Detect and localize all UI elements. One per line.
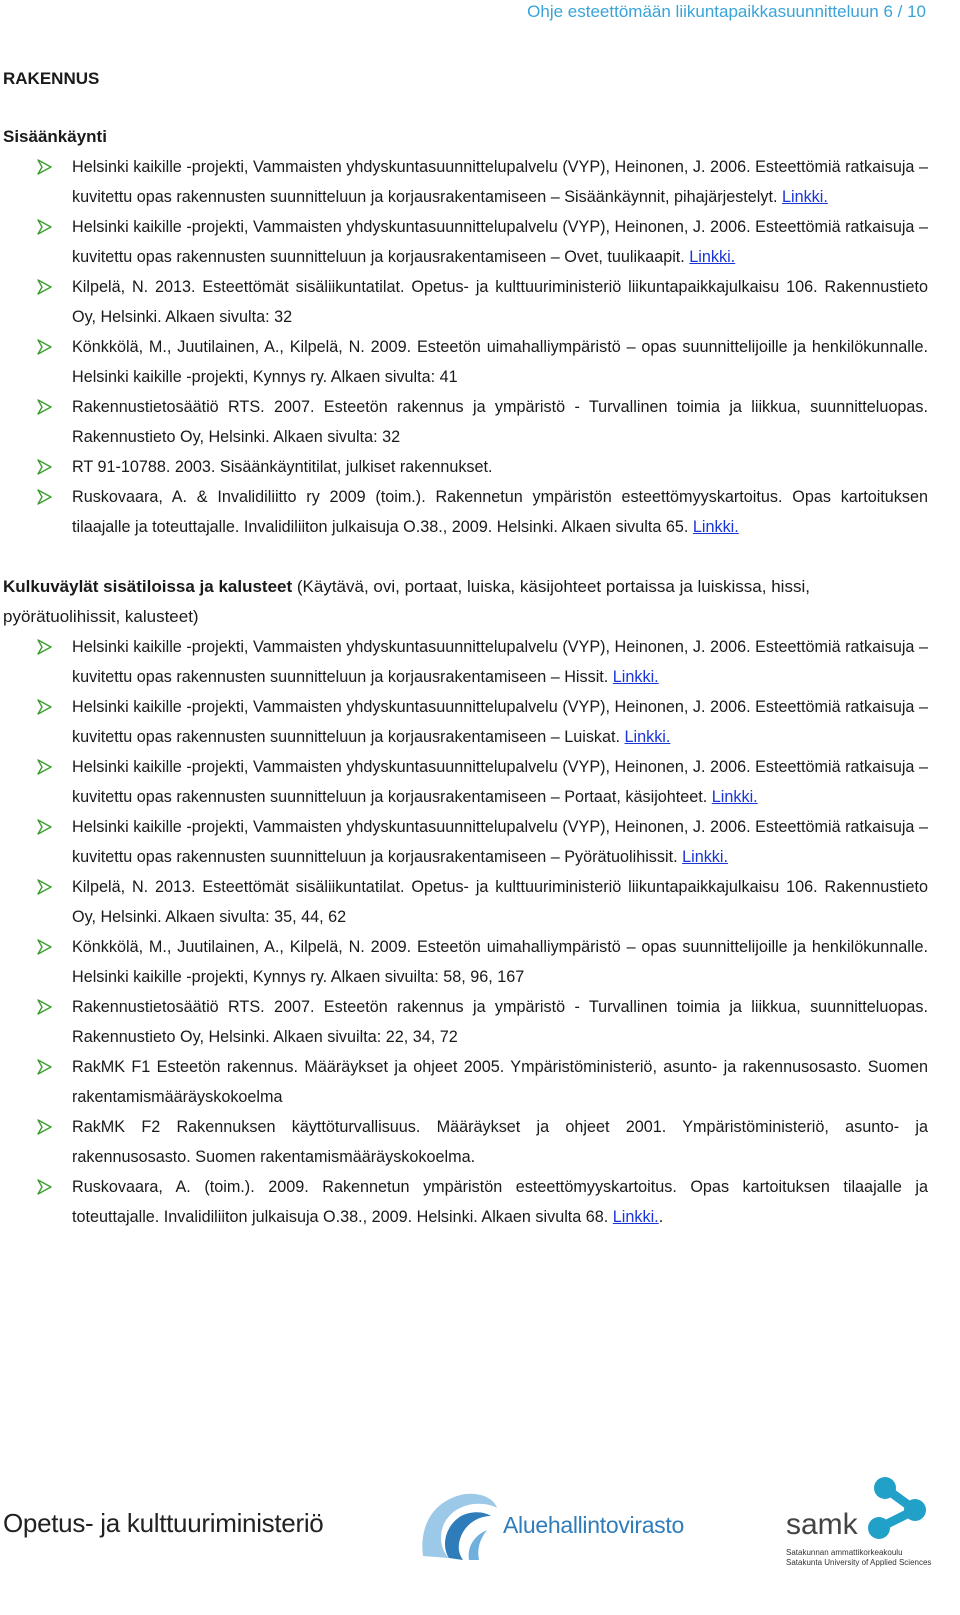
reference-link[interactable]: Linkki. bbox=[781, 188, 828, 206]
list-item bbox=[3, 392, 928, 452]
trailing-punctuation: . bbox=[658, 1208, 664, 1226]
reference-text: Kilpelä, N. 2013. Esteettömät sisäliikuntatilat. Opetus- ja kulttuuriministeriö liikuntapaikkajulkaisu 106. Rakennustieto Oy, Helsinki. Alkaen sivulta: 35, 44, 62 bbox=[72, 878, 928, 926]
reference-link[interactable]: Linkki. bbox=[612, 1208, 659, 1226]
avi-logo-icon bbox=[413, 1486, 499, 1562]
arrow-bullet-icon bbox=[37, 279, 52, 295]
page-title: RAKENNUS bbox=[3, 69, 100, 88]
list-item bbox=[3, 752, 928, 812]
reference-link[interactable]: Linkki. bbox=[711, 788, 758, 806]
arrow-bullet-icon bbox=[37, 1179, 52, 1195]
arrow-bullet-icon bbox=[37, 699, 52, 715]
reference-text: Könkkölä, M., Juutilainen, A., Kilpelä, N. 2009. Esteetön uimahalliympäristö – opas suunnittelijoille ja henkilökunnalle. Helsinki kaikille -projekti, Kynnys ry. Alkaen sivuilta: 58, 96, 167 bbox=[72, 938, 928, 986]
list-item bbox=[3, 212, 928, 272]
reference-text: Helsinki kaikille -projekti, Vammaisten yhdyskuntasuunnittelupalvelu (VYP), Heinonen, J. 2006. Esteettömiä ratkaisuja – kuvitettu opas rakennusten suunnitteluun ja korjausrakentamiseen – Pyörätuolihissit. bbox=[72, 818, 928, 866]
samk-logo-icon bbox=[855, 1474, 935, 1554]
list-item bbox=[3, 1112, 928, 1172]
list-item bbox=[3, 272, 928, 332]
list-item bbox=[3, 1052, 928, 1112]
arrow-bullet-icon bbox=[37, 939, 52, 955]
reference-text: Helsinki kaikille -projekti, Vammaisten yhdyskuntasuunnittelupalvelu (VYP), Heinonen, J. 2006. Esteettömiä ratkaisuja – kuvitettu opas rakennusten suunnitteluun ja korjausrakentamiseen – Sisäänkäynnit, pihajärjestelyt. bbox=[72, 158, 928, 206]
reference-text: RakMK F2 Rakennuksen käyttöturvallisuus. Määräykset ja ohjeet 2001. Ympäristöministeriö, asunto- ja rakennusosasto. Suomen rakentamismääräyskokoelma. bbox=[72, 1118, 928, 1166]
list-item bbox=[3, 482, 928, 542]
footer-logos bbox=[0, 1470, 960, 1615]
reference-text: Helsinki kaikille -projekti, Vammaisten yhdyskuntasuunnittelupalvelu (VYP), Heinonen, J. 2006. Esteettömiä ratkaisuja – kuvitettu opas rakennusten suunnitteluun ja korjausrakentamiseen – Portaat, käsijohteet. bbox=[72, 758, 928, 806]
list-item bbox=[3, 632, 928, 692]
reference-link[interactable]: Linkki. bbox=[682, 848, 728, 866]
list-item bbox=[3, 932, 928, 992]
arrow-bullet-icon bbox=[37, 819, 52, 835]
list-item bbox=[3, 992, 928, 1052]
reference-link[interactable]: Linkki. bbox=[692, 518, 739, 536]
list-item bbox=[3, 1172, 928, 1232]
arrow-bullet-icon bbox=[37, 1119, 52, 1135]
reference-text: Helsinki kaikille -projekti, Vammaisten yhdyskuntasuunnittelupalvelu (VYP), Heinonen, J. 2006. Esteettömiä ratkaisuja – kuvitettu opas rakennusten suunnitteluun ja korjausrakentamiseen – Luiskat. bbox=[72, 698, 928, 746]
reference-link[interactable]: Linkki. bbox=[689, 248, 736, 266]
reference-link[interactable]: Linkki. bbox=[624, 728, 671, 746]
reference-link[interactable]: Linkki. bbox=[612, 668, 659, 686]
arrow-bullet-icon bbox=[37, 1059, 52, 1075]
arrow-bullet-icon bbox=[37, 219, 52, 235]
reference-text: Könkkölä, M., Juutilainen, A., Kilpelä, N. 2009. Esteetön uimahalliympäristö – opas suunnittelijoille ja henkilökunnalle. Helsinki kaikille -projekti, Kynnys ry. Alkaen sivulta: 41 bbox=[72, 338, 928, 386]
section-heading-extra: (Käytävä, ovi, portaat, luiska, käsijohteet portaissa ja luiskissa, hissi, pyörätuolihissit, kalusteet) bbox=[3, 577, 810, 626]
reference-text: Rakennustietosäätiö RTS. 2007. Esteetön rakennus ja ympäristö - Turvallinen toimia ja liikkua, suunnitteluopas. Rakennustieto Oy, Helsinki. Alkaen sivuilta: 22, 34, 72 bbox=[72, 998, 928, 1046]
arrow-bullet-icon bbox=[37, 879, 52, 895]
list-item bbox=[3, 152, 928, 212]
list-item bbox=[3, 872, 928, 932]
section-heading-main: Kulkuväylät sisätiloissa ja kalusteet bbox=[3, 577, 293, 596]
arrow-bullet-icon bbox=[37, 759, 52, 775]
document-body bbox=[3, 64, 928, 1232]
reference-list-sisaankaynti bbox=[3, 152, 928, 542]
arrow-bullet-icon bbox=[37, 399, 52, 415]
avi-logo-text: Aluehallintovirasto bbox=[503, 1512, 684, 1538]
arrow-bullet-icon bbox=[37, 339, 52, 355]
section-heading-sisaankaynti: Sisäänkäynti bbox=[3, 127, 107, 146]
ministry-logo-text: Opetus- ja kulttuuriministeriö bbox=[3, 1508, 324, 1538]
list-item bbox=[3, 332, 928, 392]
reference-text: Helsinki kaikille -projekti, Vammaisten yhdyskuntasuunnittelupalvelu (VYP), Heinonen, J. 2006. Esteettömiä ratkaisuja – kuvitettu opas rakennusten suunnitteluun ja korjausrakentamiseen – Ovet, tuulikaapit. bbox=[72, 218, 928, 266]
list-item bbox=[3, 452, 928, 482]
arrow-bullet-icon bbox=[37, 459, 52, 475]
reference-text: RakMK F1 Esteetön rakennus. Määräykset ja ohjeet 2005. Ympäristöministeriö, asunto- ja rakennusosasto. Suomen rakentamismääräyskokoelma bbox=[72, 1058, 928, 1106]
reference-text: Helsinki kaikille -projekti, Vammaisten yhdyskuntasuunnittelupalvelu (VYP), Heinonen, J. 2006. Esteettömiä ratkaisuja – kuvitettu opas rakennusten suunnitteluun ja korjausrakentamiseen – Hissit. bbox=[72, 638, 928, 686]
section-heading-kulkuvaylat bbox=[3, 572, 928, 632]
reference-text: Rakennustietosäätiö RTS. 2007. Esteetön rakennus ja ympäristö - Turvallinen toimia ja liikkua, suunnitteluopas. Rakennustieto Oy, Helsinki. Alkaen sivulta: 32 bbox=[72, 398, 928, 446]
reference-text: RT 91-10788. 2003. Sisäänkäyntitilat, julkiset rakennukset. bbox=[72, 458, 493, 476]
page-header: Ohje esteettömään liikuntapaikkasuunnitteluun 6 / 10 bbox=[527, 2, 926, 21]
reference-text: Ruskovaara, A. & Invalidiliitto ry 2009 (toim.). Rakennetun ympäristön esteettömyyskartoitus. Opas kartoituksen tilaajalle ja toteuttajalle. Invalidiliiton julkaisuja O.38., 2009. Helsinki. Alkaen sivulta 65. bbox=[72, 488, 928, 536]
reference-text: Ruskovaara, A. (toim.). 2009. Rakennetun ympäristön esteettömyyskartoitus. Opas kartoituksen tilaajalle ja toteuttajalle. Invalidiliiton julkaisuja O.38., 2009. Helsinki. Alkaen sivulta 68. bbox=[72, 1178, 928, 1226]
reference-list-kulkuvaylat bbox=[3, 632, 928, 1232]
samk-subtitle: Satakunnan ammattikorkeakoulu Satakunta University of Applied Sciences bbox=[786, 1548, 932, 1567]
arrow-bullet-icon bbox=[37, 639, 52, 655]
list-item bbox=[3, 692, 928, 752]
samk-logo-text: samk bbox=[786, 1508, 858, 1541]
arrow-bullet-icon bbox=[37, 999, 52, 1015]
reference-text: Kilpelä, N. 2013. Esteettömät sisäliikuntatilat. Opetus- ja kulttuuriministeriö liikuntapaikkajulkaisu 106. Rakennustieto Oy, Helsinki. Alkaen sivulta: 32 bbox=[72, 278, 928, 326]
list-item bbox=[3, 812, 928, 872]
arrow-bullet-icon bbox=[37, 159, 52, 175]
arrow-bullet-icon bbox=[37, 489, 52, 505]
